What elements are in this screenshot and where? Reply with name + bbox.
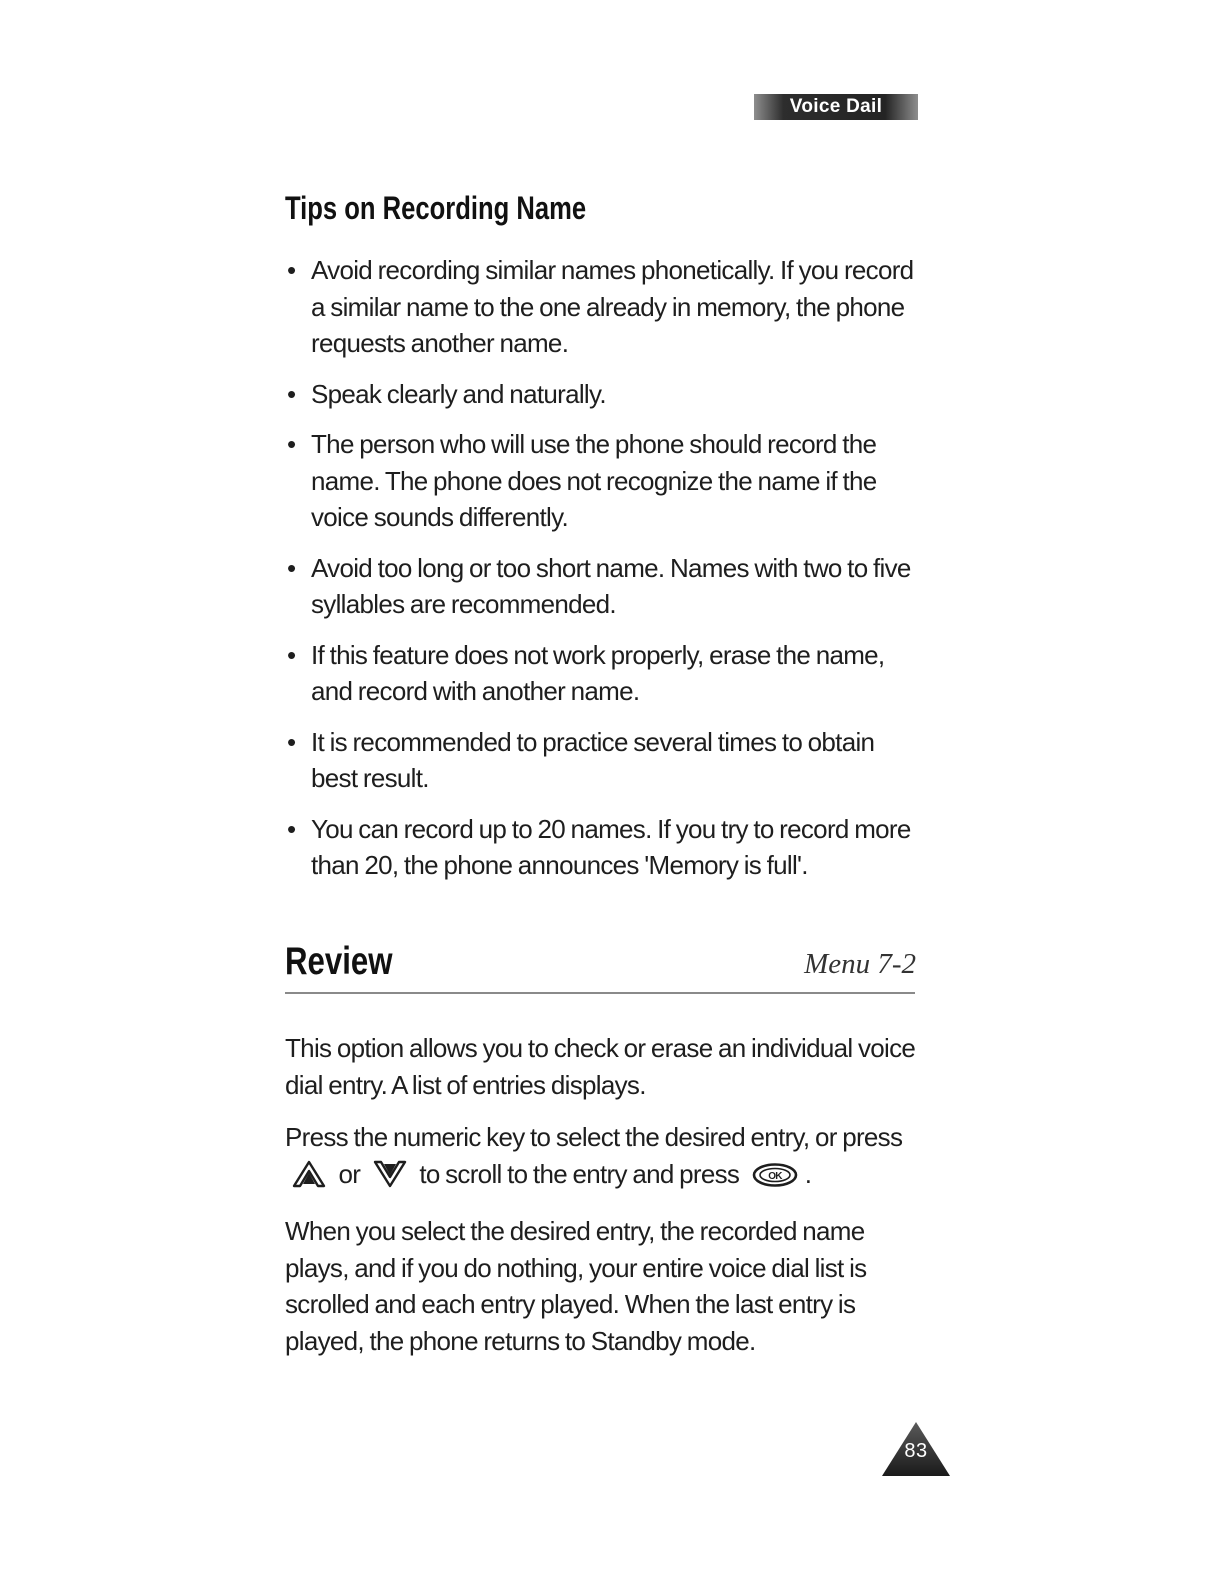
tip-text: Speak clearly and naturally. <box>311 378 606 409</box>
list-item <box>285 811 925 884</box>
list-item <box>285 252 925 362</box>
review-body <box>285 1030 925 1375</box>
bullet-icon: • <box>287 429 296 459</box>
review-press-instructions <box>285 1119 925 1197</box>
tip-text: You can record up to 20 names. If you try to record more than 20, the phone announces 'Memory is full'. <box>311 813 911 880</box>
bullet-icon: • <box>287 813 296 844</box>
page-number-marker <box>880 1420 952 1478</box>
bullet-icon: • <box>287 378 296 409</box>
ok-key-icon <box>751 1161 799 1198</box>
tips-heading: Tips on Recording Name <box>285 190 587 226</box>
list-item <box>285 724 925 797</box>
tip-text: Avoid recording similar names phonetically. If you record a similar name to the one already in memory, the phone requests another name. <box>311 255 914 358</box>
bullet-icon: • <box>287 552 296 583</box>
list-item <box>285 376 925 413</box>
section-tab: Voice Dail <box>754 94 918 120</box>
bullet-icon: • <box>287 639 296 670</box>
review-intro: This option allows you to check or erase an individual voice dial entry. A list of entries displays. <box>285 1033 916 1100</box>
tips-list <box>285 252 925 898</box>
page-number: 83 <box>904 1440 928 1462</box>
press-text-end: . <box>804 1158 812 1189</box>
list-item <box>285 637 925 710</box>
review-playback: When you select the desired entry, the recorded name plays, and if you do nothing, your entire voice dial list is scrolled and each entry played. When the last entry is played, the phone returns to Standby mode. <box>285 1216 867 1356</box>
tip-text: Avoid too long or too short name. Names with two to five syllables are recommended. <box>311 552 911 619</box>
or-text: or <box>338 1158 361 1189</box>
ok-key-label: OK <box>767 1170 782 1182</box>
press-text-middle: to scroll to the entry and press <box>419 1158 740 1189</box>
press-text-start: Press the numeric key to select the desired entry, or press <box>285 1122 903 1152</box>
review-heading: Review <box>285 940 393 983</box>
list-item <box>285 426 925 536</box>
list-item <box>285 550 925 623</box>
tip-text: It is recommended to practice several times to obtain best result. <box>311 726 875 793</box>
down-arrow-key-icon <box>372 1160 408 1198</box>
bullet-icon: • <box>287 726 296 757</box>
tip-text: The person who will use the phone should record the name. The phone does not recognize the name if the voice sounds differently. <box>311 429 877 532</box>
menu-reference: Menu 7-2 <box>804 948 916 980</box>
up-arrow-key-icon <box>291 1160 327 1198</box>
tip-text: If this feature does not work properly, erase the name, and record with another name. <box>311 639 885 706</box>
bullet-icon: • <box>287 255 296 285</box>
section-divider <box>285 992 915 994</box>
